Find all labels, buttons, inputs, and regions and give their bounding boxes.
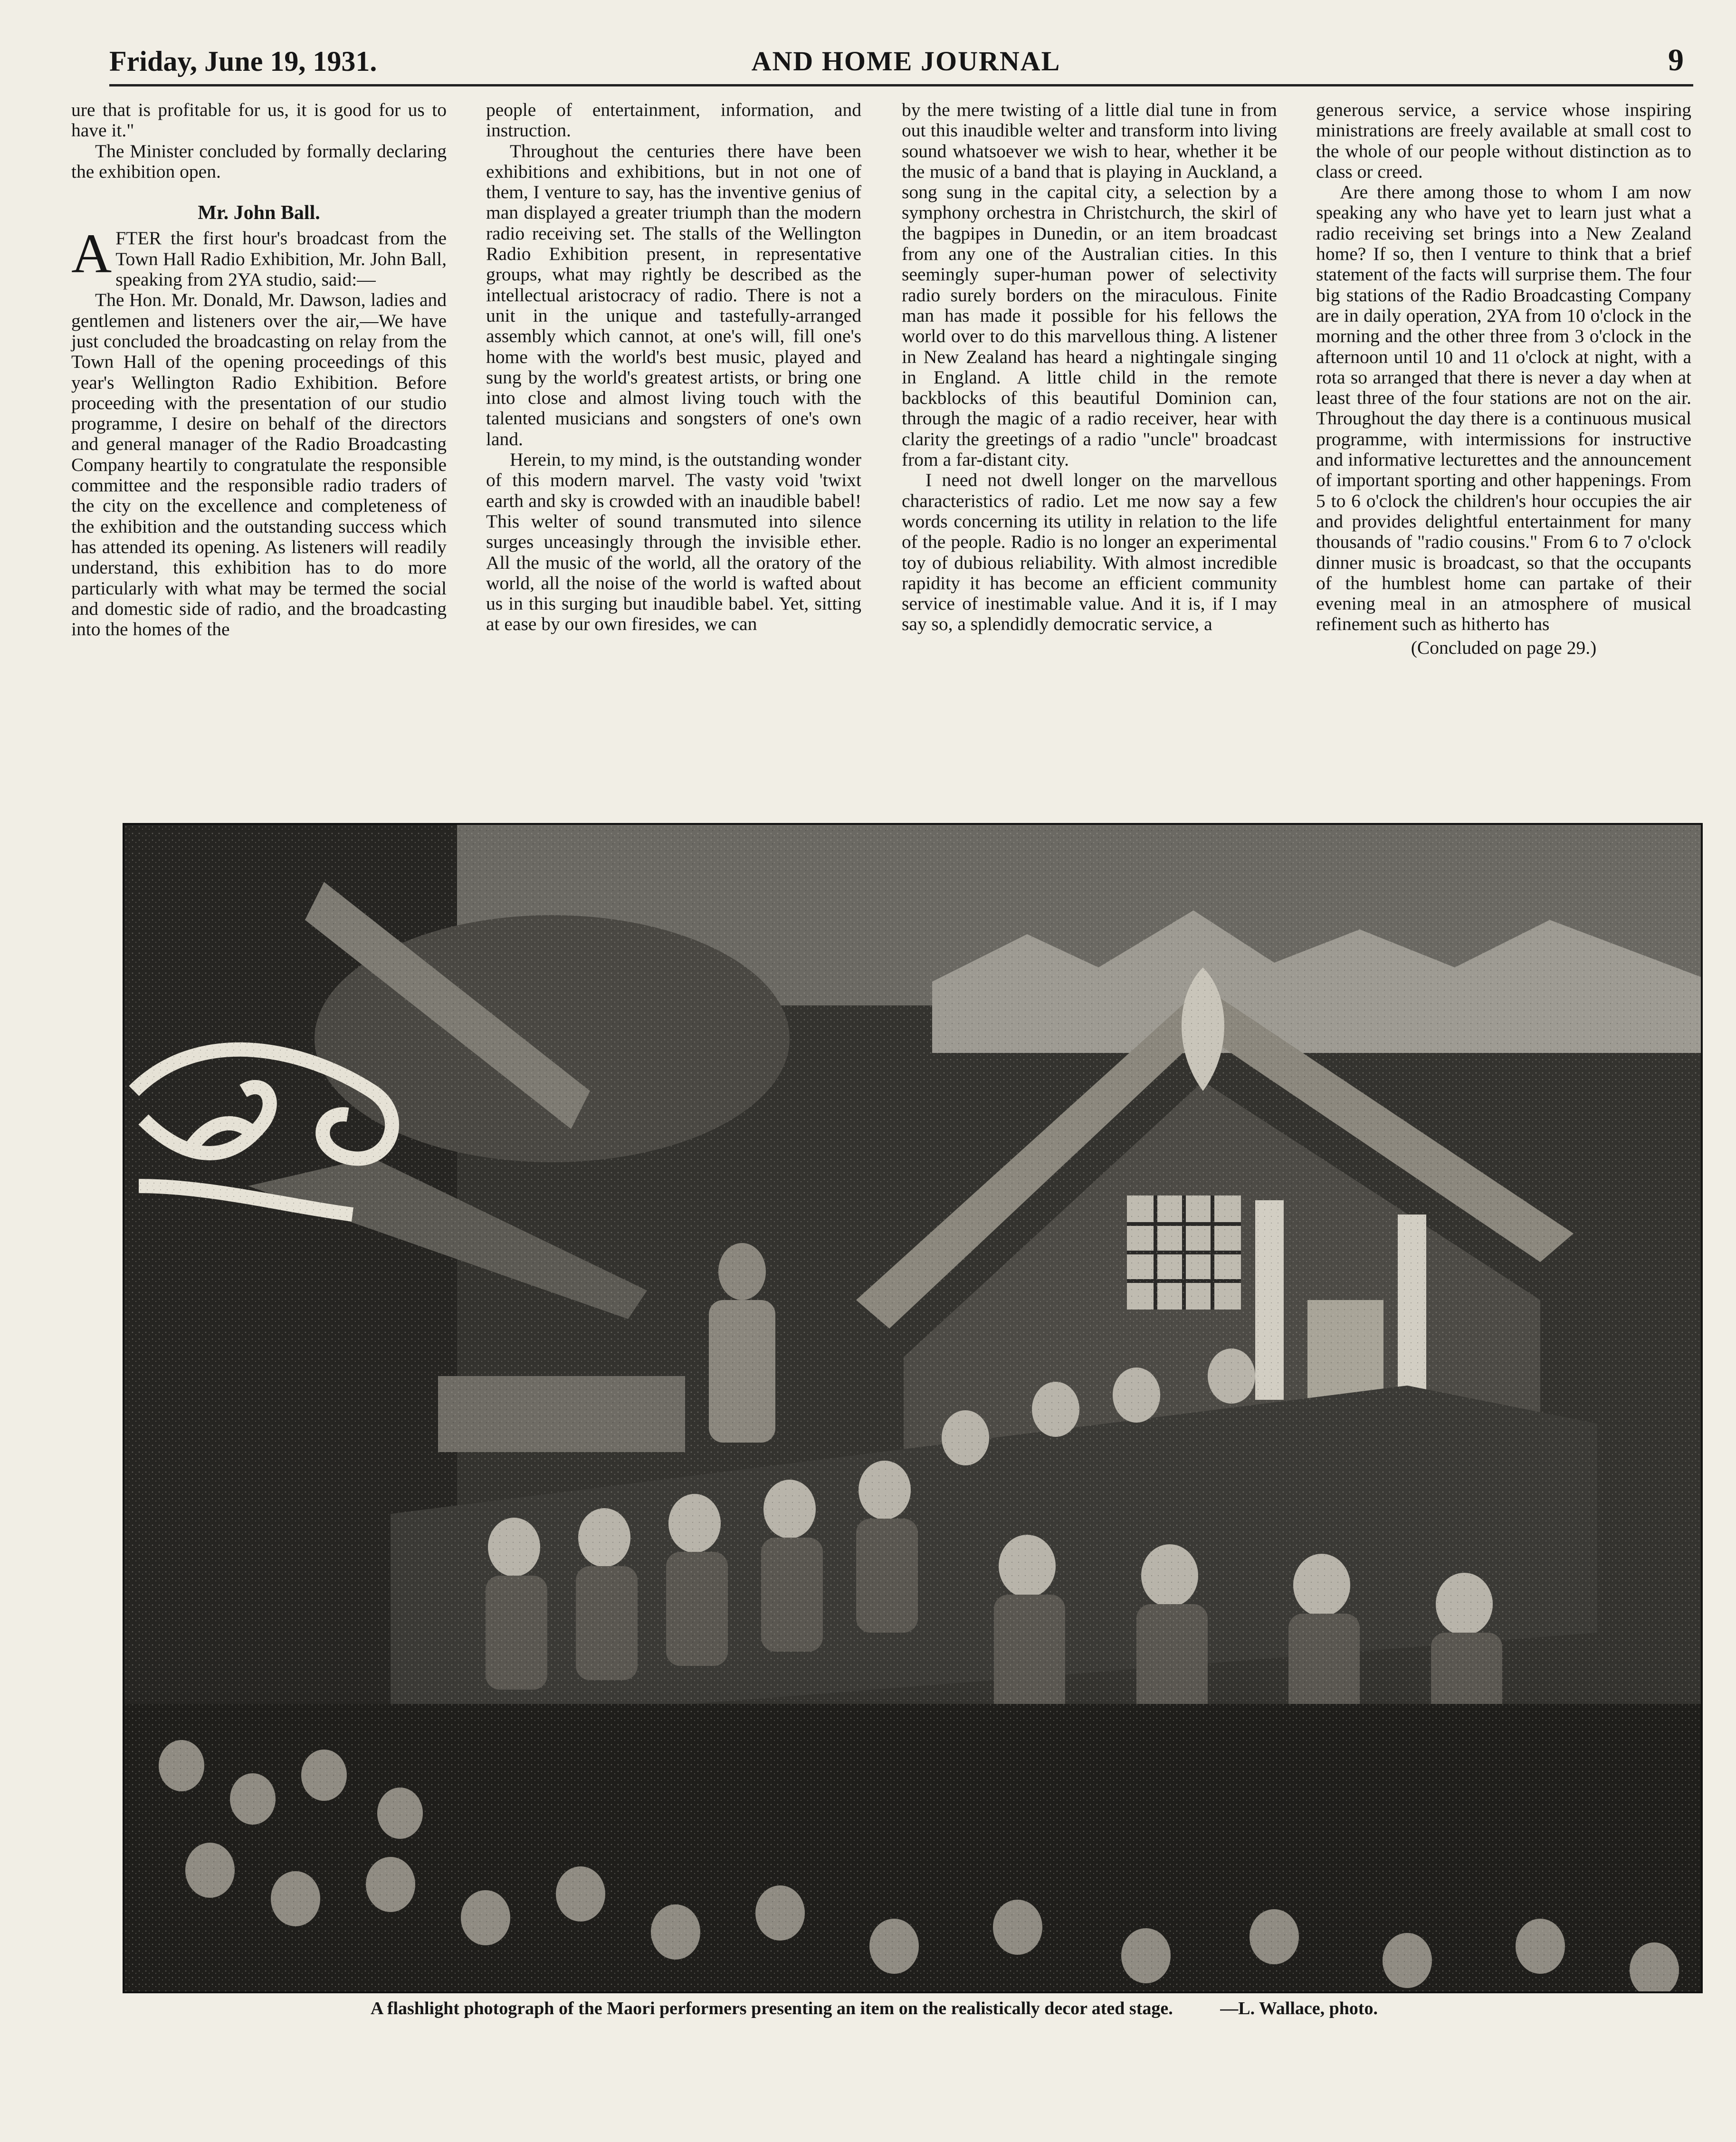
- photo-caption: [371, 1998, 1378, 2019]
- caption-text: A flashlight photograph of the Maori performers presenting an item on the realistically decor ated stage.: [371, 1999, 1173, 2018]
- journal-title: AND HOME JOURNAL: [751, 46, 1061, 76]
- section-heading: Mr. John Ball.: [198, 202, 320, 224]
- photo-illustration: [124, 825, 1701, 1991]
- maori-performers-photograph: [123, 823, 1703, 1993]
- column-2: [486, 100, 861, 635]
- masthead: [109, 45, 1703, 88]
- header-rule: [109, 84, 1693, 86]
- photo-credit: —L. Wallace, photo.: [1220, 1999, 1378, 2018]
- paragraph-text: FTER the first hour's broadcast from the Town Hall Radio Exhibition, Mr. John Ball, speaking from 2YA studio, said:—: [115, 228, 447, 290]
- page-number: 9: [1668, 43, 1684, 77]
- paragraph: generous service, a service whose inspiring ministrations are freely available at small cost to the whole of our people without distinction as to class or creed.: [1316, 99, 1691, 182]
- drop-cap: A: [71, 222, 112, 285]
- continuation-note: (Concluded on page 29.): [1411, 637, 1597, 658]
- paragraph: The Minister concluded by formally declaring the exhibition open.: [71, 140, 447, 182]
- paragraph: Throughout the centuries there have been exhibitions and exhibitions, but in not one of them, I venture to say, has the inventive genius of man displayed a greater triumph than the modern radio receiving set. The stalls of the Wellington Radio Exhibition present, in representative groups, what may rightly be described as the intellectual aristocracy of radio. There is not a unit in the unique and tastefully-arranged assembly which cannot, at one's will, fill one's home with the world's best music, played and sung by the world's greatest artists, or bring one into close and almost living touch with the talented musicians and songsters of one's own land.: [486, 140, 861, 449]
- paragraph: I need not dwell longer on the marvellous characteristics of radio. Let me now say a few words concerning its utility in relation to the life of the people. Radio is no longer an experimental toy of dubious reliability. With almost incredible rapidity it has become an efficient community service of inestimable value. And it is, if I may say so, a splendidly democratic service, a: [902, 469, 1277, 635]
- paragraph: ure that is profitable for us, it is good for us to have it.": [71, 99, 447, 141]
- column-4: [1316, 100, 1691, 658]
- article-body: [71, 99, 1691, 817]
- paragraph: The Hon. Mr. Donald, Mr. Dawson, ladies and gentlemen and listeners over the air,—We have just concluded the broadcasting on relay from the Town Hall of the opening proceedings of this year's Wellington Radio Exhibition. Before proceeding with the presentation of our studio programme, I desire on behalf of the directors and general manager of the Radio Broadcasting Company heartily to congratulate the responsible committee and the responsible radio traders of the city on the excellence and completeness of the exhibition and the outstanding success which has attended its opening. As listeners will readily understand, this exhibition has to do more particularly with what may be termed the social and domestic side of radio, and the broadcasting into the homes of the: [71, 289, 447, 640]
- paragraph: [71, 222, 447, 290]
- paragraph: by the mere twisting of a little dial tune in from out this inaudible welter and transform into living sound whatsoever we wish to hear, whether it be the music of a band that is playing in Auckland, a song sung in the capital city, a selection by a symphony orchestra in Christchurch, the skirl of the bagpipes in Dunedin, or an item broadcast from any one of the Australian cities. In this seemingly super-human power of selectivity radio surely borders on the miraculous. Finite man has made it possible for his fellows the world over to do this marvellous thing. A listener in New Zealand has heard a nightingale singing in England. A little child in the remote backblocks of this beautiful Dominion can, through the magic of a radio receiver, hear with clarity the greetings of a radio "uncle" broadcast from a far-distant city.: [902, 99, 1277, 470]
- paragraph: Herein, to my mind, is the outstanding wonder of this modern marvel. The vasty void 'twixt earth and sky is crowded with an inaudible babel! This welter of sound transmuted into silence surges unceasingly through the invisible ether. All the music of the world, all the oratory of the world, all the noise of the world is wafted about us in this surging but inaudible babel. Yet, sitting at ease by our own firesides, we can: [486, 449, 861, 635]
- column-3: [902, 100, 1277, 635]
- paragraph: people of entertainment, information, and instruction.: [486, 99, 861, 141]
- issue-date: Friday, June 19, 1931.: [109, 46, 377, 77]
- paragraph: Are there among those to whom I am now speaking any who have yet to learn just what a radio receiving set brings into a New Zealand home? If so, then I venture to think that a brief statement of the facts will surprise them. The four big stations of the Radio Broadcasting Company are in daily operation, 2YA from 10 o'clock in the morning and the other three from 3 o'clock in the afternoon until 10 and 11 o'clock at night, with a rota so arranged that there is never a day when at least three of the four stations are not on the air. Throughout the day there is a continuous musical programme, with intermissions for instructive and informative lecturettes and the announcement of important sporting and other happenings. From 5 to 6 o'clock the children's hour occupies the air and provides delightful entertainment for many thousands of "radio cousins." From 6 to 7 o'clock dinner music is broadcast, so that the occupants of the humblest home can partake of their evening meal in an atmosphere of musical refinement such as hitherto has: [1316, 182, 1691, 635]
- column-1: [71, 100, 447, 640]
